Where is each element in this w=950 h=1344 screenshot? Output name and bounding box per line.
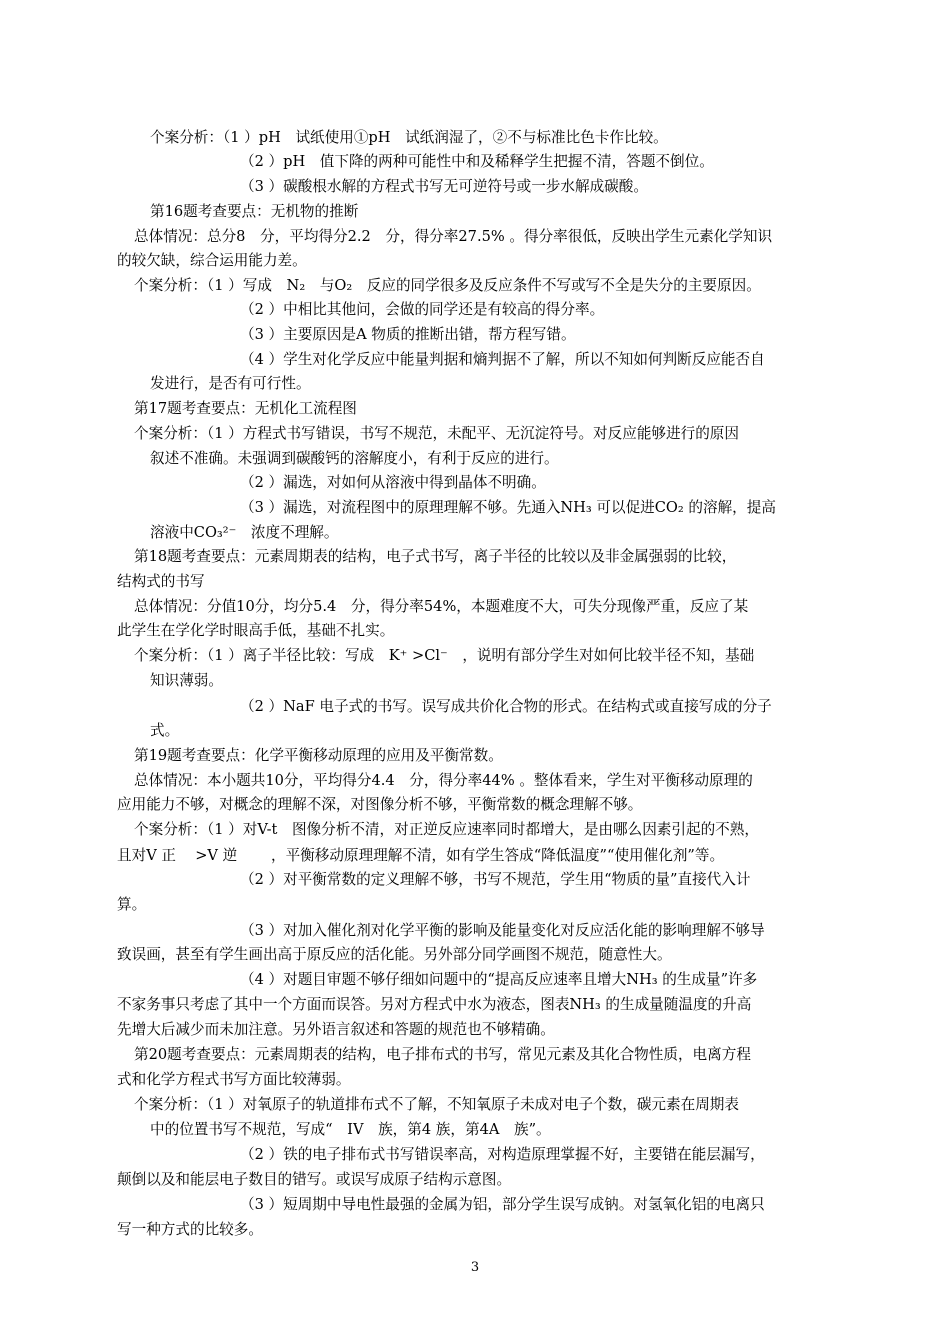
section-heading: 第20题考查要点：元素周期表的结构，电子排布式的书写，常见元素及其化合物性质，电离方程 (134, 1046, 751, 1063)
text-line: 个案分析：（1 ）pH 试纸使用①pH 试纸润湿了，②不与标准比色卡作比较。 (150, 129, 668, 146)
text-line: （2 ）铁的电子排布式书写错误率高，对构造原理掌握不好，主要错在能层漏写， (240, 1146, 765, 1163)
text-line: 先增大后减少而未加注意。另外语言叙述和答题的规范也不够精确。 (117, 1021, 555, 1038)
section-heading: 第17题考查要点：无机化工流程图 (134, 400, 357, 417)
text-line: 结构式的书写 (117, 573, 205, 590)
text-line: 算。 (117, 896, 147, 913)
text-line: 写一种方式的比较多。 (117, 1221, 263, 1238)
text-line: 叙述不准确。未强调到碳酸钙的溶解度小，有利于反应的进行。 (150, 450, 559, 467)
text-line: 个案分析：（1 ）写成 N₂ 与O₂ 反应的同学很多及反应条件不写或写不全是失分的主要原因。 (134, 277, 761, 294)
text-line: （4 ）对题目审题不够仔细如问题中的“提高反应速率且增大NH₃ 的生成量”许多 (240, 971, 758, 988)
text-line: 颠倒以及和能层电子数目的错写。或误写成原子结构示意图。 (117, 1171, 512, 1188)
text-line: （2 ）中相比其他问，会做的同学还是有较高的得分率。 (240, 301, 605, 318)
text-line: 此学生在学化学时眼高手低，基础不扎实。 (117, 622, 395, 639)
text-line: 总体情况：分值10分，均分5.4 分，得分率54%，本题难度不大，可失分现像严重，反应了某 (134, 598, 749, 615)
text-line: 式和化学方程式书写方面比较薄弱。 (117, 1071, 351, 1088)
text-line: 式。 (150, 722, 180, 739)
text-line: 个案分析：（1 ）方程式书写错误，书写不规范，未配平、无沉淀符号。对反应能够进行的原因 (134, 425, 739, 442)
text-line: 应用能力不够，对概念的理解不深，对图像分析不够，平衡常数的概念理解不够。 (117, 796, 643, 813)
text-line: 总体情况：本小题共10分，平均得分4.4 分，得分率44% 。整体看来，学生对平衡移动原理的 (134, 772, 753, 789)
section-heading: 第19题考查要点：化学平衡移动原理的应用及平衡常数。 (134, 747, 503, 764)
text-line: 总体情况：总分8 分，平均得分2.2 分，得分率27.5% 。得分率很低，反映出学生元素化学知识 (134, 228, 773, 245)
text-line: （4 ）学生对化学反应中能量判据和熵判据不了解，所以不知如何判断反应能否自 (240, 351, 765, 368)
text-line: 致误画，甚至有学生画出高于原反应的活化能。另外部分同学画图不规范，随意性大。 (117, 946, 672, 963)
text-line: 个案分析：（1 ）对氧原子的轨道排布式不了解，不知氧原子未成对电子个数，碳元素在周期表 (134, 1096, 739, 1113)
text-line: 不家务事只考虑了其中一个方面而误答。另对方程式中水为液态，图表NH₃ 的生成量随温度的升高 (117, 996, 752, 1013)
section-heading: 第18题考查要点：元素周期表的结构，电子式书写，离子半径的比较以及非金属强弱的比较， (134, 548, 737, 565)
text-line: 溶液中CO₃²⁻ 浓度不理解。 (150, 524, 339, 541)
text-line: 的较欠缺，综合运用能力差。 (117, 252, 307, 269)
text-line: 个案分析：（1 ）离子半径比较：写成 K⁺ >Cl⁻ ，说明有部分学生对如何比较半径不知，基础 (134, 647, 755, 664)
section-heading: 第16题考查要点：无机物的推断 (150, 203, 359, 220)
text-line: 知识薄弱。 (150, 672, 223, 689)
page-number: 3 (470, 1260, 480, 1275)
text-line: （3 ）对加入催化剂对化学平衡的影响及能量变化对反应活化能的影响理解不够导 (240, 922, 765, 939)
text-line: 个案分析：（1 ）对V-t 图像分析不清，对正逆反应速率同时都增大，是由哪么因素引起的不熟， (134, 821, 759, 838)
text-line: 中的位置书写不规范，写成“ IV 族，第4 族，第4A 族”。 (150, 1121, 551, 1138)
text-line: （3 ）碳酸根水解的方程式书写无可逆符号或一步水解成碳酸。 (240, 178, 648, 195)
text-line: 且对V 正 >V 逆 ，平衡移动原理理解不清，如有学生答成“降低温度”“使用催化剂”等。 (117, 847, 725, 864)
text-line: （2 ）漏选，对如何从溶液中得到晶体不明确。 (240, 474, 546, 491)
text-line: 发进行，是否有可行性。 (150, 375, 311, 392)
text-line: （3 ）短周期中导电性最强的金属为铝，部分学生误写成钠。对氢氧化铝的电离只 (240, 1196, 765, 1213)
text-line: （2 ）pH 值下降的两种可能性中和及稀释学生把握不清，答题不倒位。 (240, 153, 714, 170)
text-line: （2 ）对平衡常数的定义理解不够，书写不规范，学生用“物质的量”直接代入计 (240, 871, 751, 888)
text-line: （3 ）漏选，对流程图中的原理理解不够。先通入NH₃ 可以促进CO₂ 的溶解，提高 (240, 499, 776, 516)
text-line: （2 ）NaF 电子式的书写。误写成共价化合物的形式。在结构式或直接写成的分子 (240, 698, 772, 715)
text-line: （3 ）主要原因是A 物质的推断出错，帮方程写错。 (240, 326, 576, 343)
